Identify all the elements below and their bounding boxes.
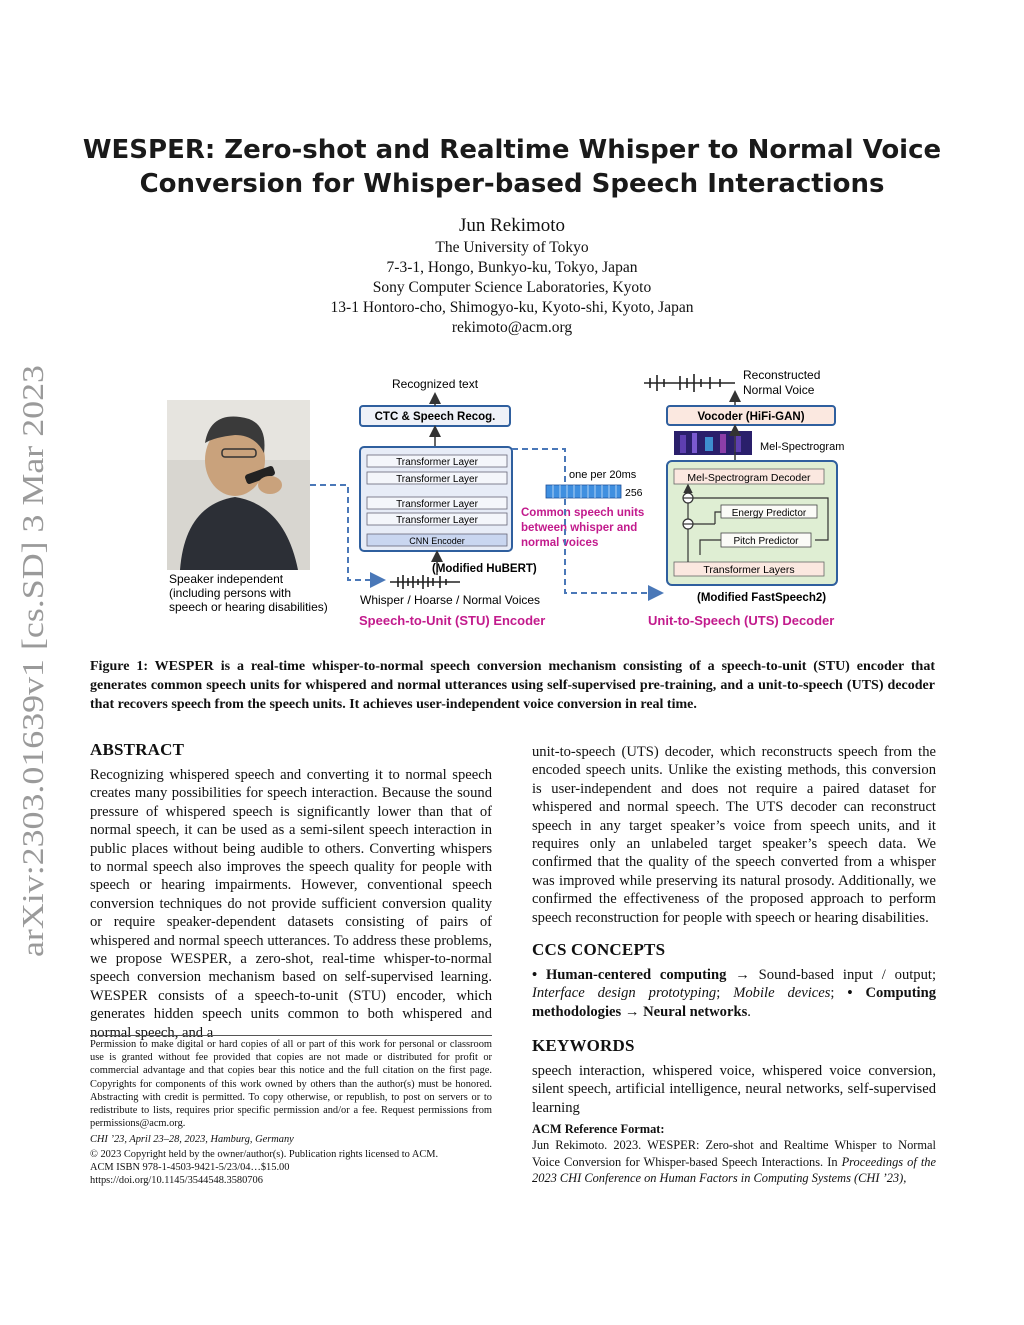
- abstract-section: [90, 740, 492, 1042]
- common-units-line-2: between whisper and: [521, 522, 638, 534]
- keywords-heading: KEYWORDS: [532, 1036, 635, 1055]
- figure-1: [160, 365, 860, 633]
- common-units-line-1: Common speech units: [521, 507, 645, 519]
- mel-spectrogram-label: Mel-Spectrogram: [760, 441, 845, 453]
- ccs-t2: ;: [716, 985, 734, 1002]
- author-affiliation-1: The University of Tokyo: [435, 239, 589, 256]
- keywords-text: speech interaction, whispered voice, whispered voice conversion, silent speech, artificial intelligence, neural networks, self-supervised learning: [532, 1063, 936, 1116]
- ctc-label: CTC & Speech Recog.: [374, 411, 496, 423]
- ccs-hcc: • Human-centered computing: [532, 967, 727, 983]
- hubert-label: (Modified HuBERT): [432, 563, 537, 575]
- recognized-text-label: Recognized text: [392, 377, 479, 391]
- author-address-1: 7-3-1, Hongo, Bunkyo-ku, Tokyo, Japan: [386, 259, 638, 276]
- title-line-2: Conversion for Whisper-based Speech Interactions: [139, 169, 885, 199]
- arxiv-stamp: [10, 360, 54, 960]
- uts-title: Unit-to-Speech (UTS) Decoder: [648, 613, 835, 628]
- ccs-section: [532, 940, 936, 1021]
- output-waveform: [644, 374, 735, 392]
- speech-unit-strip: [546, 485, 621, 498]
- per-20ms-label: one per 20ms: [569, 469, 637, 481]
- encoder-to-units-arrow: [512, 449, 565, 483]
- arxiv-id: arXiv:2303.01639v1 [cs.SD] 3 Mar 2023: [15, 445, 50, 957]
- ccs-text: [532, 966, 936, 1021]
- reference-text: [532, 1137, 936, 1186]
- ccs-t1: → Sound-based input / output;: [726, 967, 936, 983]
- ccs-computing: • Computing methodologies → Neural networks: [532, 985, 937, 1020]
- reconstructed-label-1: Reconstructed: [743, 368, 821, 382]
- reconstructed-label-2: Normal Voice: [743, 383, 815, 397]
- cnn-encoder-label: CNN Encoder: [409, 536, 465, 546]
- speaker-label-1: Speaker independent: [169, 572, 284, 586]
- vocoder-label: Vocoder (HiFi-GAN): [697, 411, 805, 423]
- abstract-heading: ABSTRACT: [90, 740, 185, 759]
- paper-title: [80, 133, 944, 201]
- reference-proceedings: Proceedings of the 2023 CHI Conference on Human Factors in Computing Systems (CHI ’23),: [532, 1154, 937, 1186]
- transformer-layers-label: Transformer Layers: [703, 564, 795, 576]
- conference-info: CHI ’23, April 23–28, 2023, Hamburg, Germany: [90, 1134, 294, 1145]
- author-address-2: 13-1 Hontoro-cho, Shimogyo-ku, Kyoto-shi, Kyoto, Japan: [330, 299, 694, 316]
- mel-spectrogram-image: [674, 431, 752, 455]
- ccs-t3: ;: [830, 985, 848, 1002]
- speaker-label-2: (including persons with: [169, 586, 292, 600]
- transformer-layer-2: Transformer Layer: [396, 474, 478, 485]
- reference-heading: ACM Reference Format:: [532, 1122, 665, 1136]
- speaker-label-3: speech or hearing disabilities): [169, 600, 328, 614]
- mel-decoder-label: Mel-Spectrogram Decoder: [687, 472, 811, 484]
- stu-title: Speech-to-Unit (STU) Encoder: [359, 613, 546, 628]
- copyright-line: © 2023 Copyright held by the owner/author(s). Publication rights licensed to ACM.: [90, 1149, 439, 1160]
- author-name: Jun Rekimoto: [458, 215, 566, 236]
- transformer-layer-1: Transformer Layer: [396, 457, 478, 468]
- ccs-heading: CCS CONCEPTS: [532, 940, 666, 959]
- speaker-photo: [167, 400, 310, 570]
- fastspeech-label: (Modified FastSpeech2): [697, 592, 827, 604]
- author-affiliation-2: Sony Computer Science Laboratories, Kyoto: [372, 279, 652, 296]
- permission-notice: Permission to make digital or hard copies of all or part of this work for personal or classroom use is granted without fee provided that copies are not made or distributed for profit or commercial advantage and that copies bear this notice and the full citation on the first page. Copyrights for components of this work owned by others than the author(s) must be honored. Abstracting with credit is permitted. To copy otherwise, or republish, to post on servers or to redistribute to lists, requires prior specific permission and/or a fee. Request permissions from permissions@acm.org.: [90, 1039, 492, 1130]
- voices-label: Whisper / Hoarse / Normal Voices: [360, 593, 541, 607]
- ccs-t4: .: [747, 1003, 751, 1020]
- acm-reference: [532, 1121, 936, 1187]
- transformer-layer-3: Transformer Layer: [396, 499, 478, 510]
- reference-body: Jun Rekimoto. 2023. WESPER: Zero-shot and Realtime Whisper to Normal Voice Conversion for Whisper-based Speech Interactions. In: [532, 1138, 936, 1169]
- footnote-rule: [90, 1035, 492, 1036]
- common-units-line-3: normal voices: [521, 537, 599, 549]
- input-waveform: [390, 575, 460, 589]
- pitch-predictor-label: Pitch Predictor: [733, 536, 799, 547]
- energy-predictor-label: Energy Predictor: [731, 508, 807, 519]
- title-line-1: WESPER: Zero-shot and Realtime Whisper to Normal Voice: [82, 135, 942, 165]
- units-count-label: 256: [625, 487, 643, 499]
- author-email[interactable]: rekimoto@acm.org: [451, 319, 573, 336]
- doi-link[interactable]: https://doi.org/10.1145/3544548.3580706: [90, 1175, 263, 1186]
- transformer-layer-4: Transformer Layer: [396, 515, 478, 526]
- abstract-text-left: Recognizing whispered speech and converting it to normal speech creates many possibilities for speech interaction. Because the sound pressure of whispered speech is significantly lower than that of normal speech, it can be used as a semi-silent speech interaction in public places without being audible to others. Converting whispers to normal speech also improves the speech quality for people with speech or hearing impairments. However, conventional speech conversion techniques do not provide sufficient conversion quality or require speaker-dependent datasets consisting of pairs of whispered and normal speech utterances. To address these problems, we propose WESPER, a zero-shot, real-time whisper-to-normal speech conversion mechanism based on self-supervised learning. WESPER consists of a speech-to-unit (STU) encoder, which generates hidden speech units common to both whispered and normal speech, and a: [90, 767, 492, 1041]
- figure-caption: Figure 1: WESPER is a real-time whisper-to-normal speech conversion mechanism consisting of a speech-to-unit (STU) encoder that generates common speech units for whispered and normal utterances using self-supervised pre-training, and a unit-to-speech (UTS) decoder that recovers speech from the speech units. It achieves user-independent voice conversion in real time.: [90, 659, 935, 712]
- ccs-i2: Mobile devices: [733, 985, 831, 1002]
- ccs-i1: Interface design prototyping: [532, 985, 717, 1002]
- abstract-text-right: unit-to-speech (UTS) decoder, which reconstructs speech from the encoded speech units. Unlike the existing methods, this conversion is user-independent and does not require a paired dataset for whispered and normal speech. The UTS decoder can reconstruct speech in any target speaker’s voice from speech units, and it requires only an unlabeled target speaker’s speech data. We confirmed that the quality of the speech converted from a whisper was improved while preserving its natural prosody. Additionally, we confirmed the effectiveness of the proposed approach to perform speech reconstruction for people with speech or hearing disabilities.: [532, 744, 936, 926]
- keywords-section: [532, 1036, 936, 1117]
- isbn-line: ACM ISBN 978-1-4503-9421-5/23/04…$15.00: [90, 1162, 290, 1173]
